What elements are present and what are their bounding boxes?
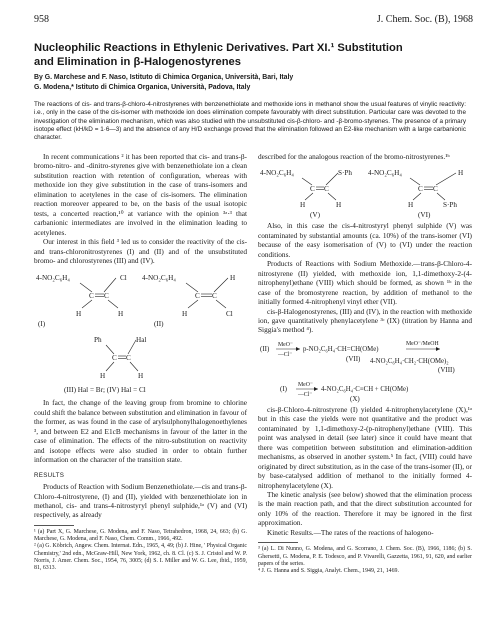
authors-line-1: By G. Marchese and F. Naso, Istituto di Chimica Organica, Università, Bari, Italy	[34, 74, 294, 81]
struct-V-h2: H	[336, 201, 342, 210]
struct-V-aryl: 4-NO₂C₆H₄	[260, 169, 294, 178]
footnote-3: ³ (a) L. Di Nunno, G. Modena, and G. Scorrano, J. Chem. Soc. (B), 1966, 1186; (b) S. Ghersetti, G. Modena, P. E. Todesco, and P. Vivarelli, Gazzetta, 1961, 91, 620, and earlier papers of the series.	[258, 546, 472, 567]
scheme1-product-VII: p-NO₂C₆H₄·CH=CH(OMe)	[303, 345, 379, 353]
right-paragraph-4: cis-β-Chloro-4-nitrostyrene (I) yielded 4-nitrophenylacetylene (X),¹ᵃ but in this case the yields were not quantitative and the product was contaminated by 1,1-dimethoxy-2-(p-nitrophenyl)ethane (VIII). This point was analysed in detail (see later) since it could have meant that there was competition between substitution and elimination-addition mechanisms, as observed in another system.⁵ In fact, (VIII) could have originated by direct substitution, as in the case of the trans-isomer (II), or by base-catalysed addition of methanol to the initially formed 4-nitrophenylacetylene (X).	[258, 404, 472, 490]
scheme1-label-VIII: (VIII)	[438, 365, 455, 374]
right-footnotes	[258, 546, 472, 575]
reaction-schemes	[258, 337, 472, 403]
scheme1-start: (II)	[260, 344, 270, 353]
struct-I-aryl: 4-NO₂C₆H₄	[36, 274, 70, 283]
svg-text:C: C	[89, 292, 94, 301]
authors-line-2: G. Modena,* Istituto di Chimica Organica, Università, Padova, Italy	[34, 83, 251, 91]
left-column	[34, 152, 247, 573]
title-line-2: and Elimination in β-Halogenostyrenes	[34, 55, 241, 68]
journal-citation: J. Chem. Soc. (B), 1968	[376, 14, 473, 25]
title-line-1: Nucleophilic Reactions in Ethylenic Derivatives. Part XI.¹ Substitution	[34, 42, 403, 54]
scheme2-start: (I)	[280, 384, 287, 393]
authors-block	[34, 73, 474, 92]
svg-text:C: C	[126, 354, 131, 363]
results-heading: RESULTS	[34, 471, 65, 479]
struct-VI-h: H	[458, 169, 464, 178]
scheme2-reagent: MeO⁻	[298, 381, 313, 388]
struct-III-hal: Hal	[136, 336, 147, 345]
struct-I-label: (I)	[38, 320, 46, 329]
right-paragraph-2: Products of Reactions with Sodium Methoxide.—trans-β-Chloro-4-nitrostyrene (II) yielded, with methoxide ion, 1,1-dimethoxy-2-(4-nitrophenyl)ethane (VIII) which should be formed, as shown ¹ᵇ in the case of the bromostyrene reaction, by addition of methanol to the initially formed 4-nitrophenyl vinyl ether (VII).	[258, 259, 472, 307]
structures-V-VI	[258, 163, 472, 219]
struct-V-sph: S·Ph	[338, 169, 352, 178]
struct-VI-sph: S·Ph	[443, 201, 457, 210]
right-intro: described for the analogous reaction of the bromo-nitrostyrenes.¹ᵇ	[258, 152, 450, 161]
right-column	[258, 152, 472, 575]
struct-II-label: (II)	[154, 320, 164, 329]
page-number: 958	[34, 14, 49, 25]
struct-II-h2: H	[182, 310, 188, 319]
intro-paragraph-1: In recent communications ² it has been reported that cis- and trans-β-bromo-nitro- and -dinitro-styrenes give with benzenethiolate ion a clean substitution reaction with retention of configuration, whereas with methoxide ion they give substitution in the case of trans-isomers and elimination to acetylenes in the case of cis-isomers. The elimination reaction moreover appeared to be, on the basis of the usual isotopic tests, a concerted reaction,¹⁰ at variance with the opinion ³ᵃ·³ that carbanionic intermediates are involved in the elimination leading to acetylenes.	[34, 152, 247, 237]
article-title	[34, 42, 474, 69]
svg-text:C: C	[212, 292, 217, 301]
svg-text:C: C	[418, 185, 423, 194]
scheme2-label-X: (X)	[350, 394, 360, 403]
right-paragraph-5: The kinetic analysis (see below) showed that the elimination process is the main reaction path, and that the direct substitution accounted for only 10% of the reaction. Therefore it may be ignored in the first approximation.	[258, 489, 472, 528]
struct-II-aryl: 4-NO₂C₆H₄	[142, 274, 176, 283]
svg-text:C: C	[310, 185, 315, 194]
struct-I-h1: H	[76, 310, 82, 319]
struct-III-h1: H	[100, 372, 106, 381]
struct-VI-h2: H	[408, 201, 414, 210]
struct-VI-label: (VI)	[418, 211, 431, 220]
right-paragraph-3: cis-β-Halogenostyrenes, (III) and (IV), in the reaction with methoxide ion, gave quantitatively phenylacetylene ³ᶜ (IX) (titration by Hanna and Siggia's method ⁴).	[258, 306, 472, 335]
paragraph-3: In fact, the change of the leaving group from bromine to chlorine could shift the balance between substitution and elimination in favour of the former, as was found in the case of arylsulphonylhalogenoethylenes ³, and between E2 and E1cB mechanisms in favour of the latter in the case of elimination. The effects of the nitro-substitution on reactivity and isotope effects were also studied in order to obtain further information on the character of the transition state.	[34, 398, 247, 465]
struct-V-label: (V)	[310, 211, 320, 220]
struct-II-h: H	[230, 274, 236, 283]
right-paragraph-1: Also, in this case the cis-4-nitrostyryl phenyl sulphide (V) was contaminated by substantial amounts (ca. 10%) of the trans-isomer (VI) because of the easy isomerisation of (V) to (VI) under the reaction conditions.	[258, 221, 472, 259]
struct-III-ph: Ph	[94, 336, 102, 345]
results-paragraph: Products of Reaction with Sodium Benzenethiolate.—cis and trans-β-Chloro-4-nitrostyrene, (I) and (II), yielded with benzenethiolate ion in methanol, cis- and trans-4-nitrostyryl phenyl sulphide,¹ᵃ (V) and (VI) respectively, as already	[34, 482, 247, 520]
struct-III-h2: H	[138, 372, 144, 381]
scheme2-product: 4-NO₂C₆H₄·C≡CH + CH(OMe)	[321, 385, 409, 393]
footnote-1: ¹ (a) Part X, G. Marchese, G. Modena, and F. Naso, Tetrahedron, 1968, 24, 663; (b) G. Marchese, G. Modena, and F. Naso, Chem. Comm., 1966, 492.	[34, 528, 247, 543]
scheme1-reagent: MeO⁻	[278, 341, 293, 348]
svg-text:C: C	[195, 292, 200, 301]
footnote-2: ² (a) G. Köbrich, Angew. Chem. Internat. Edn., 1965, 4, 49; (b) J. Hine, ' Physical Organic Chemistry,' 2nd edn., McGraw-Hill, New York, 1962, ch. 8. Cl. (c) S. J. Cristol and W. P. Norris, J. Amer. Chem. Soc., 1954, 76, 3005; (d) S. I. Miller and W. G. Lee, ibid., 1959, 81, 6313.	[34, 543, 247, 572]
svg-text:C: C	[433, 185, 438, 194]
scheme1-product-VIII: 4-NO₂C₆H₄·CH₂·CH(OMe)₂	[370, 357, 449, 365]
struct-II-cl: Cl	[226, 310, 233, 319]
left-footnotes	[34, 529, 247, 573]
struct-I-cl: Cl	[120, 274, 127, 283]
svg-text:C: C	[104, 292, 109, 301]
footnote-4: ⁴ J. G. Hanna and S. Siggia, Analyt. Chem., 1949, 21, 1469.	[258, 568, 399, 575]
scheme1-label-VII: (VII)	[346, 354, 361, 363]
scheme1-loss: —Cl⁻	[278, 351, 293, 358]
struct-I-h2: H	[118, 310, 124, 319]
struct-V-h1: H	[300, 201, 306, 210]
scheme2-loss: —Cl⁻	[298, 391, 313, 398]
svg-text:C: C	[112, 354, 117, 363]
struct-III-caption: (III) Hal = Br; (IV) Hal = Cl	[64, 386, 146, 395]
abstract: The reactions of cis- and trans-β-chloro-4-nitrostyrenes with benzenethiolate and methoxide ions in methanol show the usual features of vinylic reactivity: i.e., only in the case of the cis-isomer with methoxide ion does elimination compete favourably with direct substitution. Particular care was devoted to the investigation of the elimination mechanism, which was also studied with the unsubstituted cis-β-chloro- and -β-bromo-styrenes. The presence of a primary isotope effect (kH/kD = 1·6—3) and the absence of any H/D exchange proved that the elimination followed an E2-like mechanism with a large carbanionic character.	[34, 101, 466, 142]
intro-paragraph-2: Our interest in this field ³ led us to consider the reactivity of the cis- and trans-chloronitrostyrenes (I) and (II) and of the unsubstituted bromo- and chlorostyrenes (III) and (IV).	[34, 237, 247, 265]
scheme1-reagent-2: MeO⁻/MeOH	[406, 340, 439, 347]
right-paragraph-6: Kinetic Results.—The rates of the reactions of halogeno-	[267, 527, 434, 537]
svg-text:C: C	[324, 185, 329, 194]
struct-VI-aryl: 4-NO₂C₆H₄	[368, 169, 402, 178]
structures-I-to-IV	[34, 268, 247, 396]
